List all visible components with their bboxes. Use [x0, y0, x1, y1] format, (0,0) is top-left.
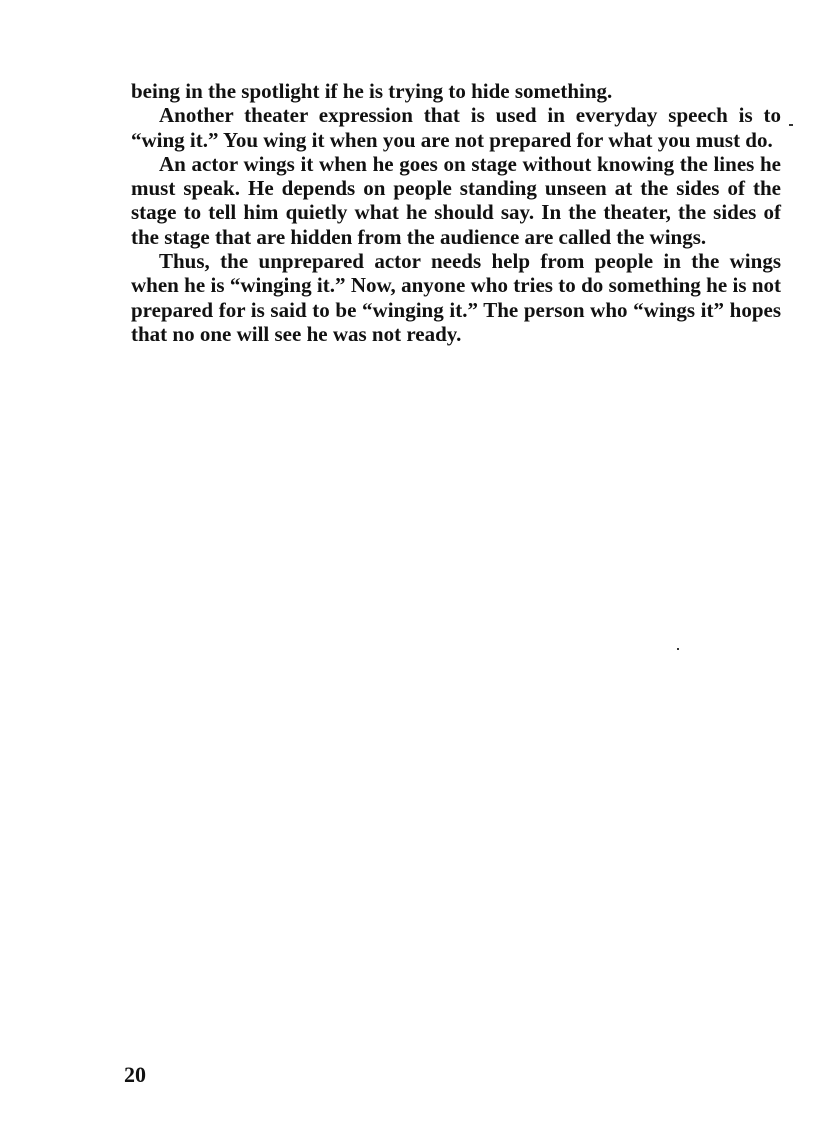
paragraph-unprepared-actor: Thus, the unprepared actor needs help from people in the wings when he is “winging it.” Now, anyone who tries to do something he is not prepared for is said to be “winging it.” The person who “wings it” hopes that no one will see he was not ready. [131, 249, 781, 346]
scan-speck [677, 648, 679, 650]
body-text [131, 79, 781, 346]
paragraph-actor-wings: An actor wings it when he goes on stage without knowing the lines he must speak. He depends on people standing unseen at the sides of the stage to tell him quietly what he should say. In the theater, the sides of the stage that are hidden from the audience are called the wings. [131, 151, 781, 249]
paragraph-wing-it-intro: Another theater expression that is used in everyday speech is to “wing it.” You wing it when you are not prepared for what you must do. [131, 103, 781, 152]
page-number: 20 [124, 1062, 146, 1087]
paragraph-continuation: being in the spotlight if he is trying to hide something. [131, 79, 613, 103]
scan-speck [789, 124, 793, 126]
